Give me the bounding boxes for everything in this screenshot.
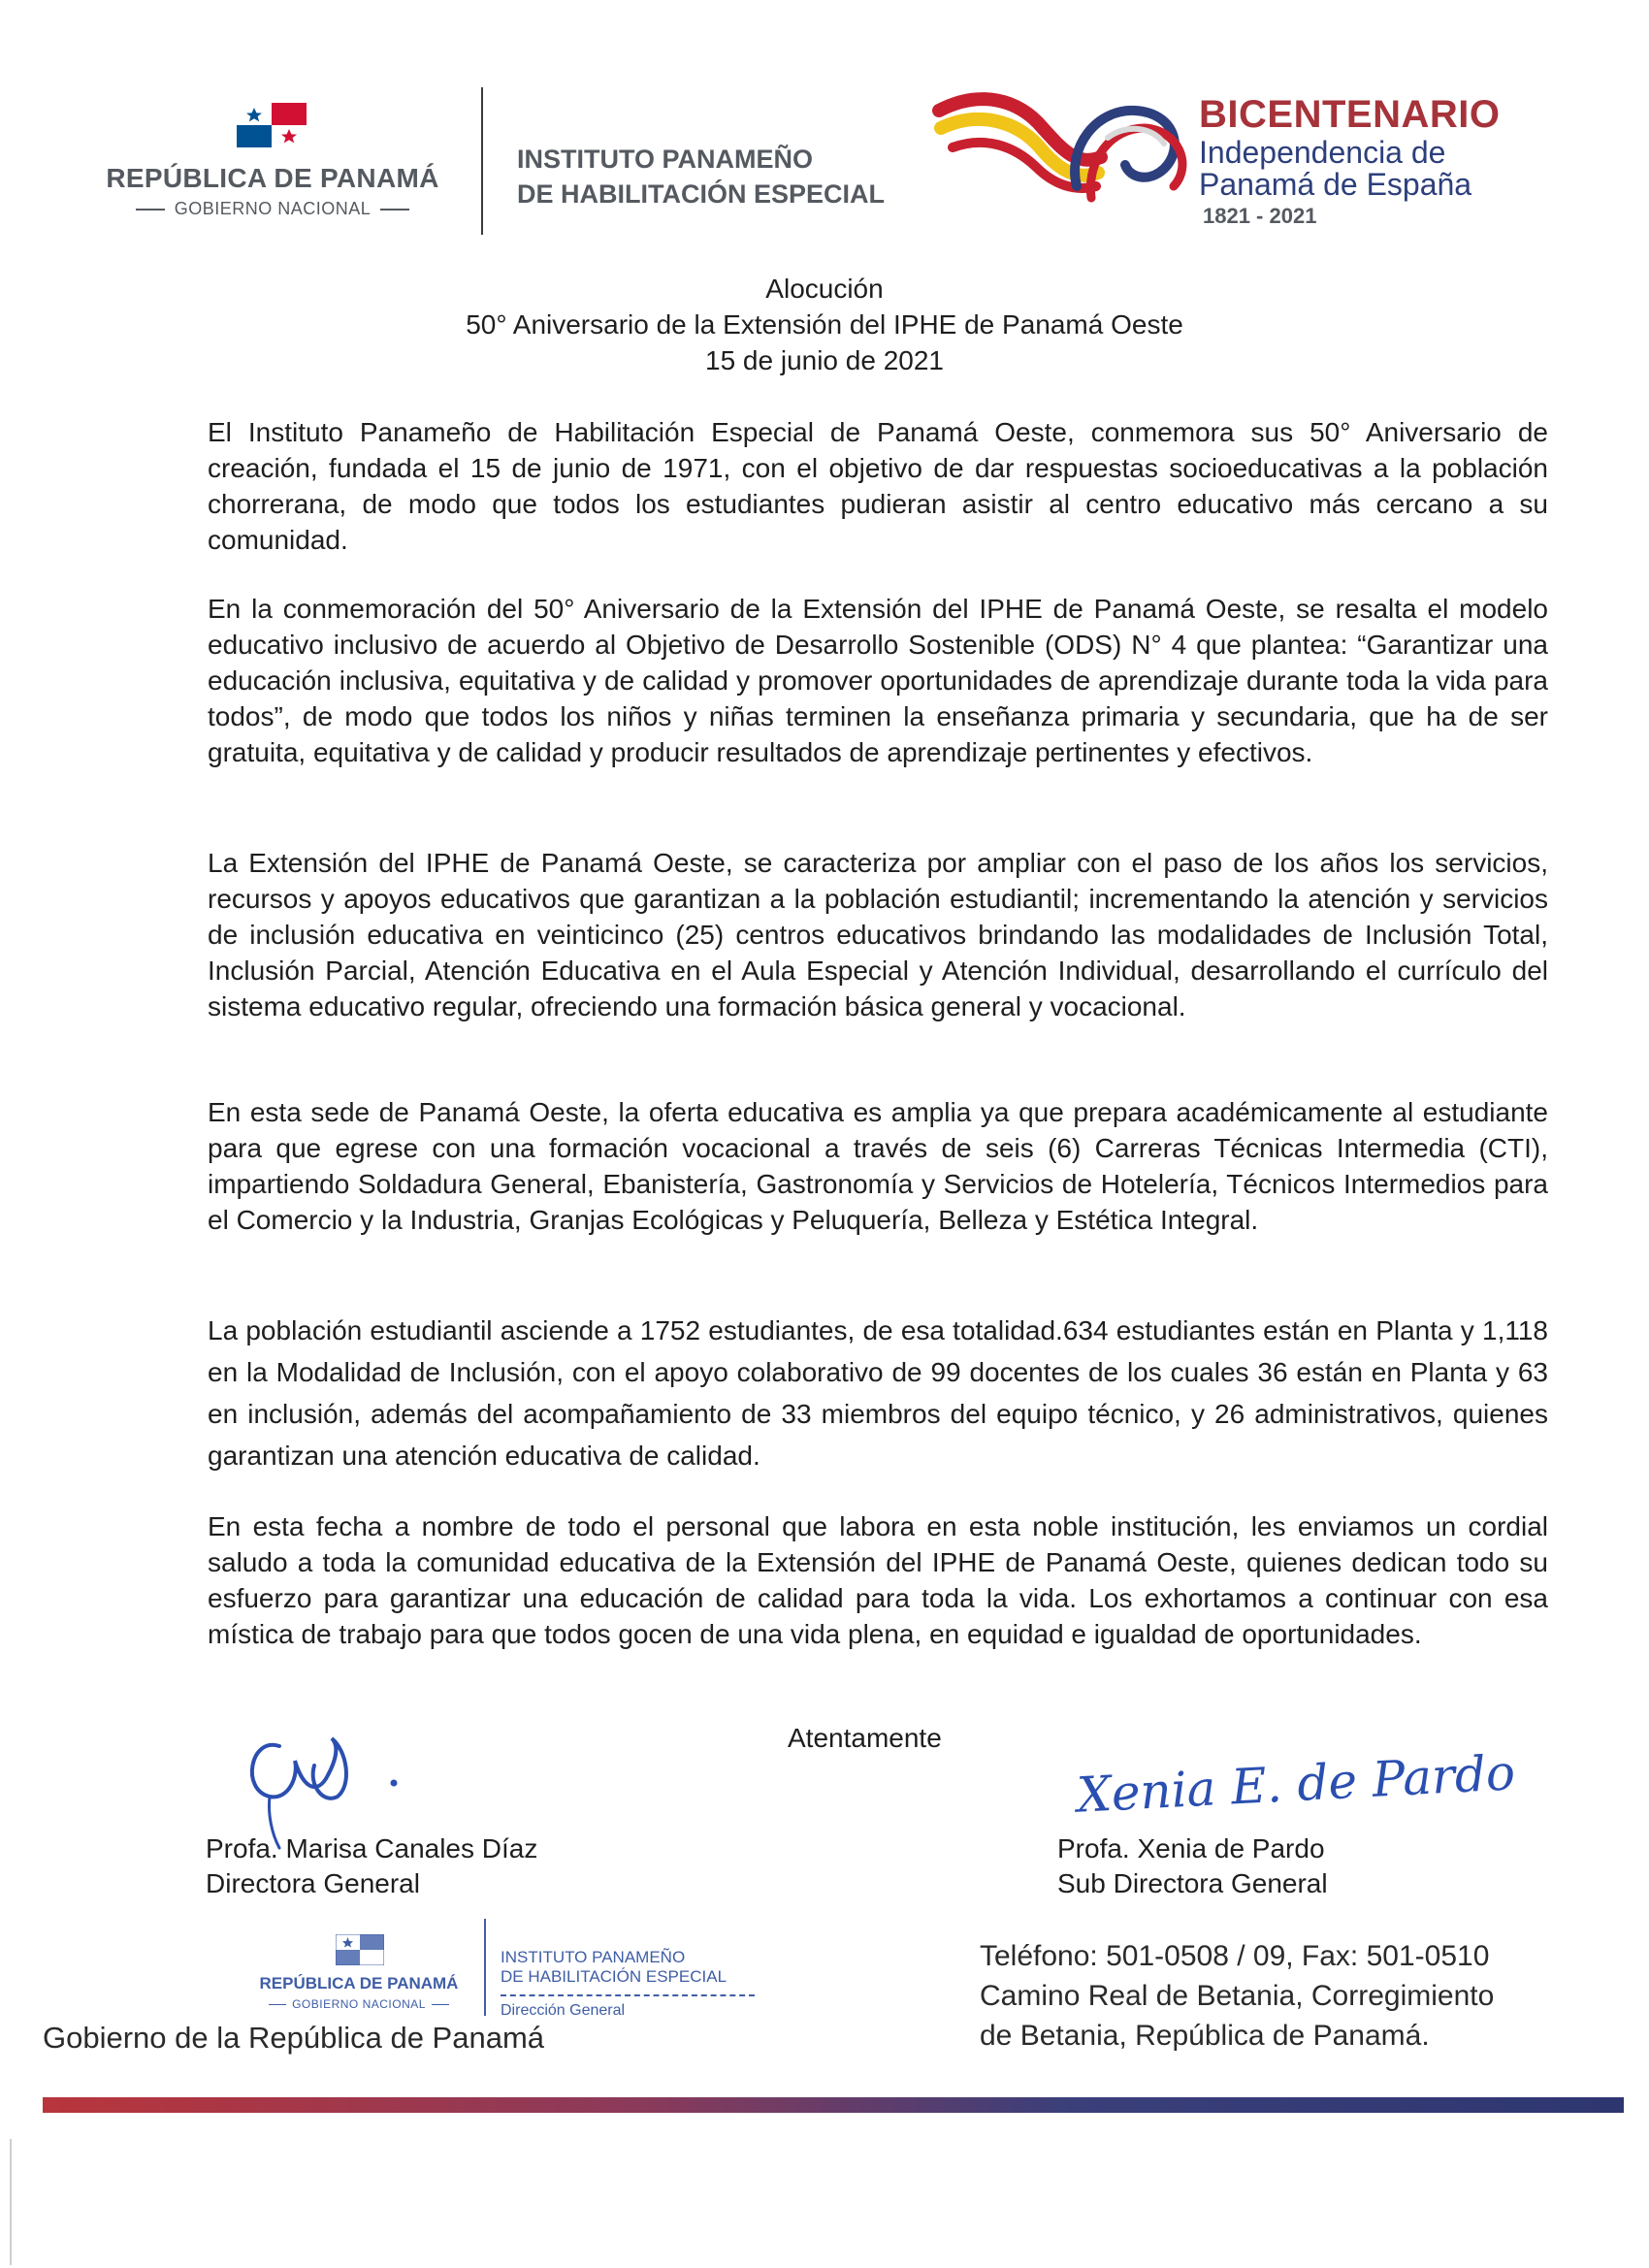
- stamp-government-text: GOBIERNO NACIONAL: [292, 1997, 426, 2011]
- stamp-government: [242, 1997, 475, 2011]
- stamp-institute: [501, 1948, 727, 1987]
- bicentenario-subtitle-line2: Panamá de España: [1199, 167, 1472, 202]
- paragraph-4: En esta sede de Panamá Oeste, la oferta educativa es amplia ya que prepara académicamente al estudiante para que egrese con una formación vocacional a través de seis (6) Carreras Técnicas Intermedia (CTI), impartiendo Soldadura General, Ebanistería, Gastronomía y Servicios de Hotelería, Técnicos Intermedios para el Comercio y la Industria, Granjas Ecológicas y Peluquería, Belleza y Estética Integral.: [208, 1097, 1548, 1235]
- institute-name: [517, 142, 905, 211]
- document-subject: 50° Aniversario de la Extensión del IPHE de Panamá Oeste: [466, 309, 1183, 340]
- stamp-underline: [501, 1994, 755, 1996]
- signature-right: Xenia E. de Pardo: [1075, 1744, 1517, 1824]
- paragraph-3: La Extensión del IPHE de Panamá Oeste, se caracteriza por ampliar con el paso de los años los servicios, recursos y apoyos educativos que garantizan a la población estudiantil; incrementando la atención y servicios de inclusión educativa en veinticinco (25) centros educativos brindando las modalidades de Inclusión Total, Inclusión Parcial, Atención Educativa en el Aula Especial y Atención Individual, desarrollando el currículo del sistema educativo regular, ofreciendo una formación básica general y vocacional.: [208, 848, 1548, 1021]
- closing-text: Atentamente: [788, 1723, 942, 1753]
- bicentenario-years: 1821 - 2021: [1203, 204, 1317, 228]
- document-heading: Alocución: [765, 274, 884, 304]
- institute-name-line2: DE HABILITACIÓN ESPECIAL: [517, 179, 886, 209]
- footer-address-line2: de Betania, República de Panamá.: [980, 2020, 1430, 2052]
- bicentenario-subtitle: [1199, 137, 1471, 201]
- bicentenario-title: BICENTENARIO: [1199, 93, 1501, 136]
- stamp-flag-icon: [336, 1934, 384, 1965]
- paragraph-6: En esta fecha a nombre de todo el personal que labora en esta noble institución, les enviamos un cordial saludo a toda la comunidad educativa de la Extensión del IPHE de Panamá Oeste, quienes dedican todo su esfuerzo para garantizar una educación de calidad para toda la vida. Los exhortamos a continuar con esa mística de trabajo para que todos gocen de una vida plena, en equidad e igualdad de oportunidades.: [208, 1511, 1548, 1649]
- stamp-institute-line2: DE HABILITACIÓN ESPECIAL: [501, 1967, 728, 1986]
- footer-government: Gobierno de la República de Panamá: [43, 2021, 545, 2055]
- paragraph-2: En la conmemoración del 50° Aniversario de la Extensión del IPHE de Panamá Oeste, se resalta el modelo educativo inclusivo de acuerdo al Objetivo de Desarrollo Sostenible (ODS) N° 4 que plantea: “Garantizar una educación inclusiva, equitativa y de calidad y promover oportunidades de aprendizaje durante toda la vida para todos”, de modo que todos los niños y niñas terminen la enseñanza primaria y secundaria, que ha de ser gratuita, equitativa y de calidad y producir resultados de aprendizaje pertinentes y efectivos.: [208, 594, 1548, 767]
- header-divider: [481, 87, 483, 235]
- footer-color-bar: [43, 2097, 1624, 2113]
- signature-left-name: Profa. Marisa Canales Díaz: [206, 1833, 538, 1863]
- signature-right-name: Profa. Xenia de Pardo: [1057, 1833, 1325, 1863]
- footer-address-line1: Camino Real de Betania, Corregimiento: [980, 1980, 1495, 2012]
- government-name: [93, 199, 452, 219]
- paragraph-1: El Instituto Panameño de Habilitación Especial de Panamá Oeste, conmemora sus 50° Aniversario de creación, fundada el 15 de junio de 1971, con el objetivo de dar respuestas socioeducativas a la población chorrerana, de modo que todos los estudiantes pudieran asistir al centro educativo más cercano a su comunidad.: [208, 417, 1548, 555]
- footer-phone: Teléfono: 501-0508 / 09, Fax: 501-0510: [980, 1940, 1490, 1972]
- stamp-republic: REPÚBLICA DE PANAMÁ: [259, 1974, 459, 1993]
- stamp-office: Dirección General: [501, 2002, 626, 2019]
- republic-name: REPÚBLICA DE PANAMÁ: [106, 163, 439, 193]
- bicentenario-ribbon-logo: [931, 89, 1208, 215]
- paragraph-5: La población estudiantil asciende a 1752 estudiantes, de esa totalidad.634 estudiantes están en Planta y 1,118 en la Modalidad de Inclusión, con el apoyo colaborativo de 99 docentes de los cuales 36 están en Planta y 63 en inclusión, además del acompañamiento de 33 miembros del equipo técnico, y 26 administrativos, quienes garantizan una atención educativa de calidad.: [208, 1315, 1548, 1471]
- signature-left-role: Directora General: [206, 1868, 420, 1898]
- institute-name-line1: INSTITUTO PANAMEÑO: [517, 145, 814, 174]
- panama-flag-icon: [237, 103, 307, 147]
- bicentenario-subtitle-line1: Independencia de: [1199, 135, 1446, 170]
- document-date: 15 de junio de 2021: [705, 345, 944, 375]
- scan-margin-line: [10, 2139, 12, 2265]
- government-name-text: GOBIERNO NACIONAL: [174, 199, 372, 218]
- signature-right-role: Sub Directora General: [1057, 1868, 1328, 1898]
- stamp-institute-line1: INSTITUTO PANAMEÑO: [501, 1948, 686, 1966]
- stamp-divider: [484, 1919, 486, 2016]
